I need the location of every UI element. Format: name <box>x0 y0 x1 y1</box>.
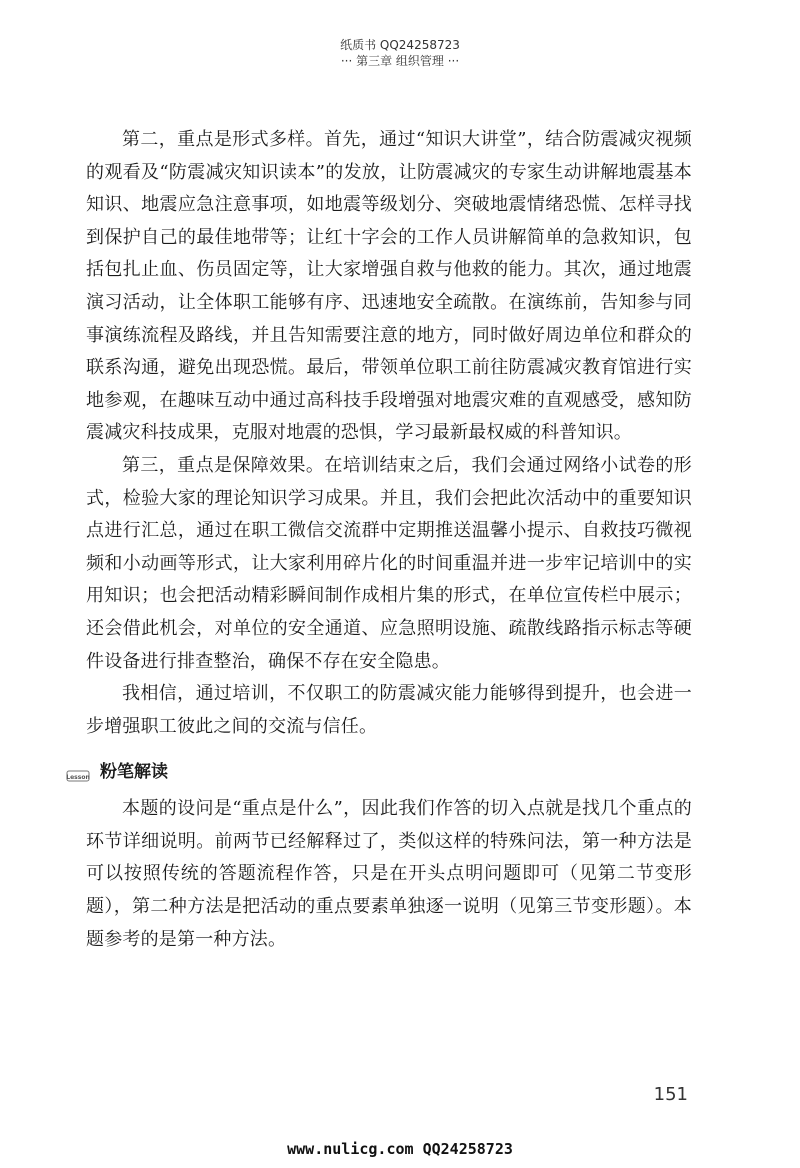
lesson-icon-label: Lesson <box>66 774 90 782</box>
page-footer: www.nulicg.com QQ24258723 <box>287 1140 513 1158</box>
paragraph-conclusion: 我相信，通过培训，不仅职工的防震减灾能力能够得到提升，也会进一步增强职工彼此之间的交流与信任。 <box>86 683 692 737</box>
section-heading <box>66 757 692 787</box>
page-header <box>0 38 800 69</box>
page-number: 151 <box>653 1084 688 1105</box>
paragraph-point-two: 第二，重点是形式多样。首先，通过“知识大讲堂”，结合防震减灾视频的观看及“防震减灾知识读本”的发放，让防震减灾的专家生动讲解地震基本知识、地震应急注意事项，如地震等级划分、突破地震情绪恐慌、怎样寻找到保护自己的最佳地带等；让红十字会的工作人员讲解简单的急救知识，包括包扎止血、伤员固定等，让大家增强自救与他救的能力。其次，通过地震演习活动，让全体职工能够有序、迅速地安全疏散。在演练前，告知参与同事演练流程及路线，并且告知需要注意的地方，同时做好周边单位和群众的联系沟通，避免出现恐慌。最后，带领单位职工前往防震减灾教育馆进行实地参观，在趣味互动中通过高科技手段增强对地震灾难的直观感受，感知防震减灾科技成果，克服对地震的恐惧，学习最新最权威的科普知识。 <box>86 129 692 444</box>
lesson-icon <box>66 763 90 781</box>
header-book-label: 纸质书 QQ24258723 <box>340 38 460 52</box>
paragraph-analysis: 本题的设问是“重点是什么”，因此我们作答的切入点就是找几个重点的环节详细说明。前两节已经解释过了，类似这样的特殊问法，第一种方法是可以按照传统的答题流程作答，只是在开头点明问题即可（见第二节变形题），第二种方法是把活动的重点要素单独逐一说明（见第三节变形题）。本题参考的是第一种方法。 <box>86 798 692 950</box>
main-content <box>66 124 692 956</box>
chapter-title: ··· 第三章 组织管理 ··· <box>340 54 460 68</box>
section-title: 粉笔解读 <box>100 762 168 783</box>
paragraph-point-three: 第三，重点是保障效果。在培训结束之后，我们会通过网络小试卷的形式，检验大家的理论知识学习成果。并且，我们会把此次活动中的重要知识点进行汇总，通过在职工微信交流群中定期推送温馨小提示、自救技巧微视频和小动画等形式，让大家利用碎片化的时间重温并进一步牢记培训中的实用知识；也会把活动精彩瞬间制作成相片集的形式，在单位宣传栏中展示；还会借此机会，对单位的安全通道、应急照明设施、疏散线路指示标志等硬件设备进行排查整治，确保不存在安全隐患。 <box>86 454 692 672</box>
